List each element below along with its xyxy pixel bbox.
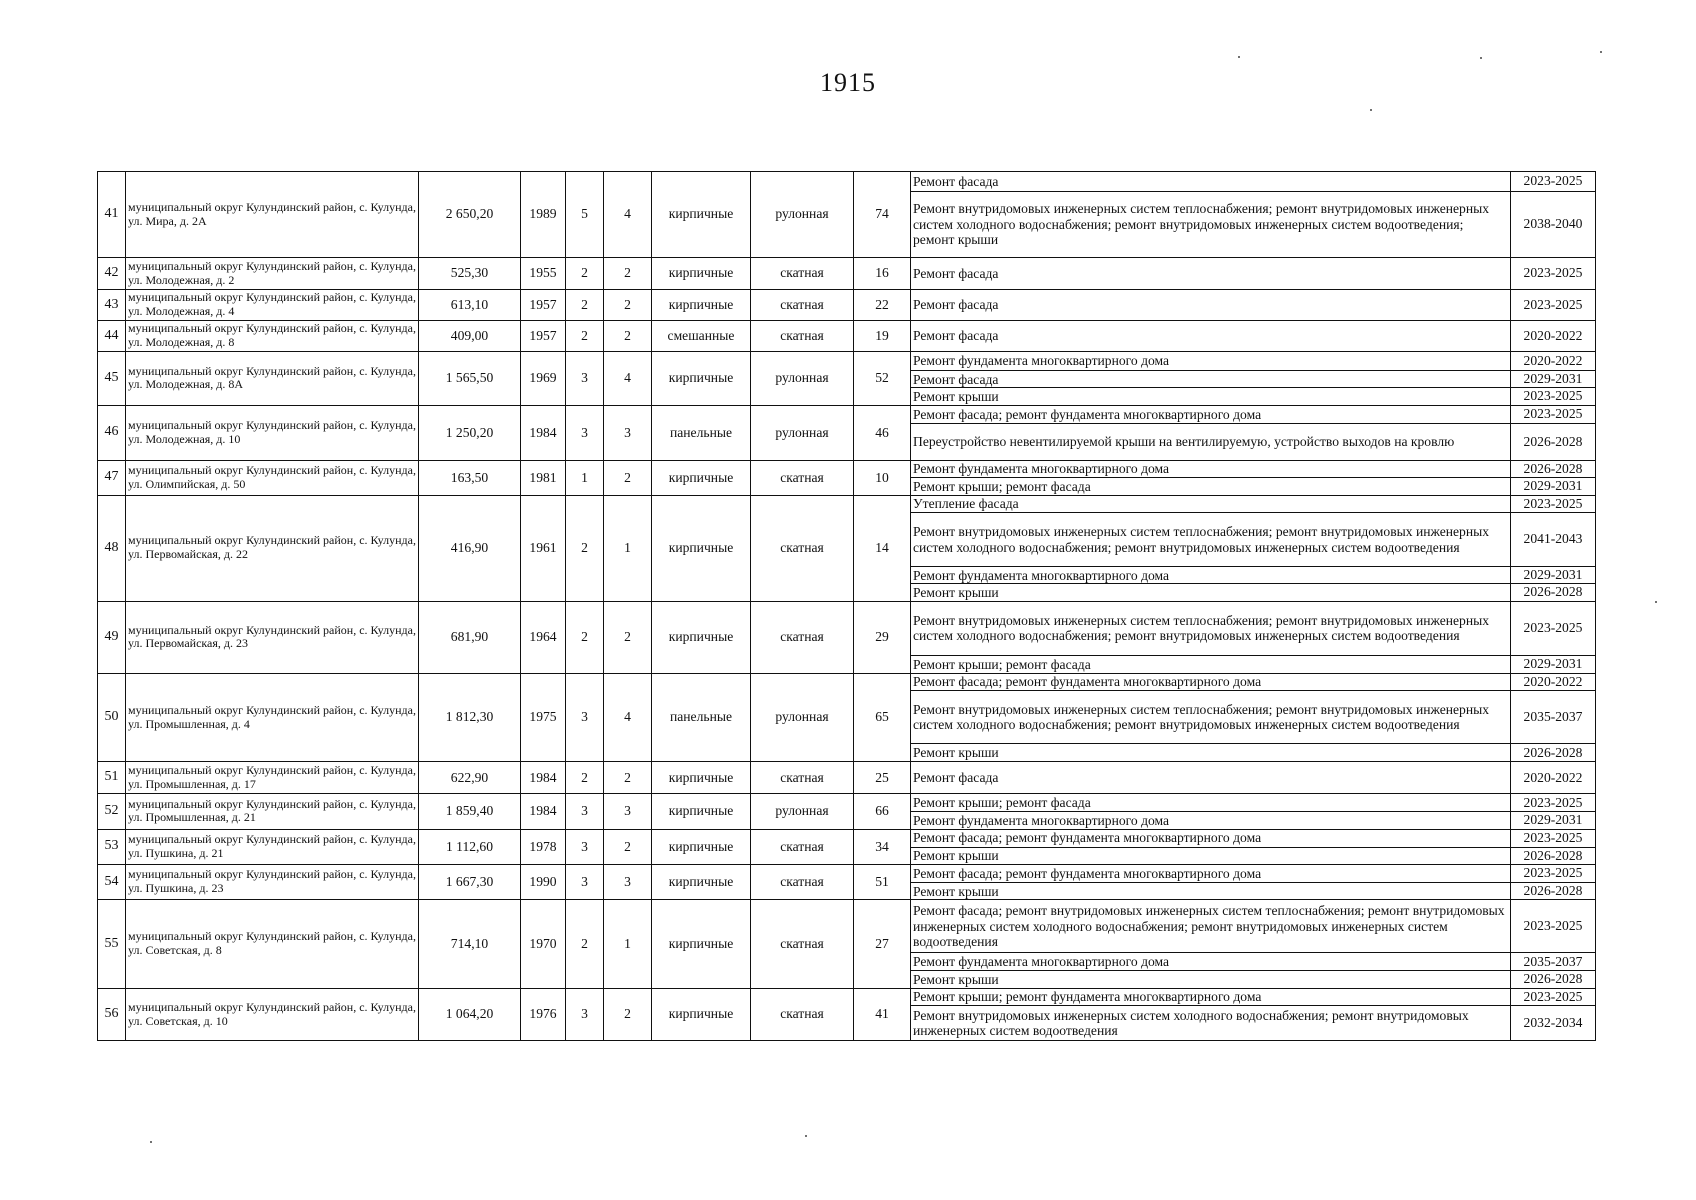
work-type-cell: Ремонт фундамента многоквартирного дома xyxy=(911,953,1511,971)
walls-material-cell: кирпичные xyxy=(652,900,751,988)
walls-material-cell: кирпичные xyxy=(652,258,751,290)
work-type-cell: Ремонт фасада xyxy=(911,290,1511,321)
table-row xyxy=(98,321,1596,352)
floors-cell: 2 xyxy=(566,321,604,352)
row-number: 47 xyxy=(98,460,126,495)
residents-cell: 51 xyxy=(854,865,911,900)
row-number: 43 xyxy=(98,290,126,321)
residents-cell: 29 xyxy=(854,601,911,673)
year-cell: 1978 xyxy=(521,829,566,864)
address-cell: муниципальный округ Кулундинский район, с. Кулунда, ул. Молодежная, д. 8А xyxy=(126,352,419,406)
work-type-cell: Ремонт фундамента многоквартирного дома xyxy=(911,460,1511,477)
work-type-cell: Ремонт фасада; ремонт фундамента многоквартирного дома xyxy=(911,673,1511,690)
work-type-cell: Ремонт крыши; ремонт фасада xyxy=(911,478,1511,495)
year-cell: 1955 xyxy=(521,258,566,290)
period-cell: 2041-2043 xyxy=(1511,513,1596,567)
work-type-cell: Ремонт крыши; ремонт фундамента многоквартирного дома xyxy=(911,988,1511,1005)
work-type-cell: Ремонт фасада xyxy=(911,371,1511,388)
area-cell: 622,90 xyxy=(419,762,521,794)
area-cell: 409,00 xyxy=(419,321,521,352)
address-cell: муниципальный округ Кулундинский район, с. Кулунда, ул. Первомайская, д. 23 xyxy=(126,601,419,673)
row-number: 52 xyxy=(98,794,126,829)
entrances-cell: 1 xyxy=(604,495,652,601)
period-cell: 2026-2028 xyxy=(1511,883,1596,900)
area-cell: 681,90 xyxy=(419,601,521,673)
year-cell: 1976 xyxy=(521,988,566,1040)
period-cell: 2020-2022 xyxy=(1511,762,1596,794)
period-cell: 2029-2031 xyxy=(1511,812,1596,829)
period-cell: 2026-2028 xyxy=(1511,971,1596,988)
period-cell: 2029-2031 xyxy=(1511,371,1596,388)
period-cell: 2023-2025 xyxy=(1511,172,1596,192)
table-row xyxy=(98,829,1596,847)
walls-material-cell: смешанные xyxy=(652,321,751,352)
work-type-cell: Ремонт крыши xyxy=(911,388,1511,405)
entrances-cell: 4 xyxy=(604,172,652,258)
work-type-cell: Ремонт крыши; ремонт фасада xyxy=(911,794,1511,812)
work-type-cell: Ремонт внутридомовых инженерных систем теплоснабжения; ремонт внутридомовых инженерных систем холодного водоснабжения; ремонт внутридомовых инженерных систем водоотведения xyxy=(911,691,1511,744)
residents-cell: 19 xyxy=(854,321,911,352)
row-number: 48 xyxy=(98,495,126,601)
roof-type-cell: скатная xyxy=(751,988,854,1040)
area-cell: 714,10 xyxy=(419,900,521,988)
period-cell: 2023-2025 xyxy=(1511,601,1596,655)
walls-material-cell: кирпичные xyxy=(652,829,751,864)
area-cell: 1 064,20 xyxy=(419,988,521,1040)
residents-cell: 65 xyxy=(854,673,911,761)
table-row xyxy=(98,794,1596,812)
roof-type-cell: рулонная xyxy=(751,352,854,406)
entrances-cell: 2 xyxy=(604,829,652,864)
work-type-cell: Ремонт фасада xyxy=(911,762,1511,794)
entrances-cell: 2 xyxy=(604,321,652,352)
entrances-cell: 4 xyxy=(604,673,652,761)
entrances-cell: 3 xyxy=(604,865,652,900)
floors-cell: 2 xyxy=(566,258,604,290)
period-cell: 2023-2025 xyxy=(1511,388,1596,405)
table-row xyxy=(98,601,1596,655)
work-type-cell: Ремонт фундамента многоквартирного дома xyxy=(911,352,1511,371)
year-cell: 1981 xyxy=(521,460,566,495)
floors-cell: 2 xyxy=(566,762,604,794)
year-cell: 1964 xyxy=(521,601,566,673)
year-cell: 1961 xyxy=(521,495,566,601)
period-cell: 2020-2022 xyxy=(1511,352,1596,371)
building-registry-table xyxy=(97,171,1596,1041)
work-type-cell: Ремонт фундамента многоквартирного дома xyxy=(911,812,1511,829)
address-cell: муниципальный округ Кулундинский район, с. Кулунда, ул. Молодежная, д. 2 xyxy=(126,258,419,290)
floors-cell: 2 xyxy=(566,290,604,321)
address-cell: муниципальный округ Кулундинский район, с. Кулунда, ул. Промышленная, д. 21 xyxy=(126,794,419,829)
entrances-cell: 1 xyxy=(604,900,652,988)
period-cell: 2023-2025 xyxy=(1511,794,1596,812)
year-cell: 1990 xyxy=(521,865,566,900)
entrances-cell: 2 xyxy=(604,988,652,1040)
walls-material-cell: кирпичные xyxy=(652,172,751,258)
residents-cell: 22 xyxy=(854,290,911,321)
walls-material-cell: кирпичные xyxy=(652,495,751,601)
period-cell: 2032-2034 xyxy=(1511,1006,1596,1041)
residents-cell: 25 xyxy=(854,762,911,794)
entrances-cell: 2 xyxy=(604,258,652,290)
work-type-cell: Ремонт внутридомовых инженерных систем теплоснабжения; ремонт внутридомовых инженерных систем холодного водоснабжения; ремонт внутридомовых инженерных систем водоотведения xyxy=(911,513,1511,567)
period-cell: 2023-2025 xyxy=(1511,290,1596,321)
area-cell: 163,50 xyxy=(419,460,521,495)
area-cell: 1 112,60 xyxy=(419,829,521,864)
scan-speck xyxy=(1238,56,1240,58)
work-type-cell: Ремонт крыши xyxy=(911,847,1511,864)
address-cell: муниципальный округ Кулундинский район, с. Кулунда, ул. Пушкина, д. 21 xyxy=(126,829,419,864)
entrances-cell: 2 xyxy=(604,762,652,794)
row-number: 41 xyxy=(98,172,126,258)
walls-material-cell: кирпичные xyxy=(652,762,751,794)
period-cell: 2023-2025 xyxy=(1511,258,1596,290)
walls-material-cell: кирпичные xyxy=(652,352,751,406)
year-cell: 1989 xyxy=(521,172,566,258)
work-type-cell: Ремонт фундамента многоквартирного дома xyxy=(911,567,1511,584)
entrances-cell: 2 xyxy=(604,460,652,495)
year-cell: 1957 xyxy=(521,290,566,321)
year-cell: 1975 xyxy=(521,673,566,761)
roof-type-cell: скатная xyxy=(751,865,854,900)
period-cell: 2029-2031 xyxy=(1511,567,1596,584)
walls-material-cell: кирпичные xyxy=(652,988,751,1040)
work-type-cell: Утепление фасада xyxy=(911,495,1511,512)
work-type-cell: Ремонт фасада xyxy=(911,321,1511,352)
entrances-cell: 2 xyxy=(604,601,652,673)
work-type-cell: Ремонт фасада xyxy=(911,172,1511,192)
roof-type-cell: рулонная xyxy=(751,794,854,829)
residents-cell: 10 xyxy=(854,460,911,495)
page-number: 1915 xyxy=(820,68,876,97)
work-type-cell: Ремонт внутридомовых инженерных систем холодного водоснабжения; ремонт внутридомовых инженерных систем водоотведения xyxy=(911,1006,1511,1041)
floors-cell: 3 xyxy=(566,352,604,406)
roof-type-cell: скатная xyxy=(751,829,854,864)
row-number: 51 xyxy=(98,762,126,794)
address-cell: муниципальный округ Кулундинский район, с. Кулунда, ул. Советская, д. 10 xyxy=(126,988,419,1040)
entrances-cell: 3 xyxy=(604,405,652,460)
residents-cell: 34 xyxy=(854,829,911,864)
walls-material-cell: панельные xyxy=(652,405,751,460)
row-number: 42 xyxy=(98,258,126,290)
residents-cell: 74 xyxy=(854,172,911,258)
year-cell: 1970 xyxy=(521,900,566,988)
residents-cell: 41 xyxy=(854,988,911,1040)
period-cell: 2035-2037 xyxy=(1511,953,1596,971)
table-row xyxy=(98,900,1596,953)
floors-cell: 3 xyxy=(566,865,604,900)
row-number: 46 xyxy=(98,405,126,460)
residents-cell: 66 xyxy=(854,794,911,829)
roof-type-cell: скатная xyxy=(751,258,854,290)
row-number: 49 xyxy=(98,601,126,673)
scan-speck xyxy=(1480,57,1482,59)
table-row xyxy=(98,405,1596,423)
walls-material-cell: панельные xyxy=(652,673,751,761)
floors-cell: 5 xyxy=(566,172,604,258)
year-cell: 1969 xyxy=(521,352,566,406)
area-cell: 1 250,20 xyxy=(419,405,521,460)
roof-type-cell: рулонная xyxy=(751,673,854,761)
floors-cell: 3 xyxy=(566,794,604,829)
table-row xyxy=(98,290,1596,321)
row-number: 55 xyxy=(98,900,126,988)
row-number: 53 xyxy=(98,829,126,864)
address-cell: муниципальный округ Кулундинский район, с. Кулунда, ул. Молодежная, д. 8 xyxy=(126,321,419,352)
work-type-cell: Ремонт крыши xyxy=(911,883,1511,900)
area-cell: 1 859,40 xyxy=(419,794,521,829)
work-type-cell: Ремонт фасада; ремонт фундамента многоквартирного дома xyxy=(911,865,1511,883)
area-cell: 525,30 xyxy=(419,258,521,290)
address-cell: муниципальный округ Кулундинский район, с. Кулунда, ул. Молодежная, д. 10 xyxy=(126,405,419,460)
entrances-cell: 2 xyxy=(604,290,652,321)
area-cell: 1 812,30 xyxy=(419,673,521,761)
floors-cell: 2 xyxy=(566,900,604,988)
entrances-cell: 4 xyxy=(604,352,652,406)
roof-type-cell: скатная xyxy=(751,495,854,601)
floors-cell: 3 xyxy=(566,988,604,1040)
work-type-cell: Ремонт фасада xyxy=(911,258,1511,290)
residents-cell: 14 xyxy=(854,495,911,601)
period-cell: 2023-2025 xyxy=(1511,405,1596,423)
year-cell: 1984 xyxy=(521,794,566,829)
address-cell: муниципальный округ Кулундинский район, с. Кулунда, ул. Промышленная, д. 17 xyxy=(126,762,419,794)
period-cell: 2023-2025 xyxy=(1511,829,1596,847)
roof-type-cell: скатная xyxy=(751,321,854,352)
roof-type-cell: рулонная xyxy=(751,172,854,258)
table-row xyxy=(98,460,1596,477)
table-row xyxy=(98,673,1596,690)
floors-cell: 3 xyxy=(566,405,604,460)
work-type-cell: Ремонт фасада; ремонт фундамента многоквартирного дома xyxy=(911,829,1511,847)
address-cell: муниципальный округ Кулундинский район, с. Кулунда, ул. Советская, д. 8 xyxy=(126,900,419,988)
walls-material-cell: кирпичные xyxy=(652,794,751,829)
roof-type-cell: скатная xyxy=(751,290,854,321)
address-cell: муниципальный округ Кулундинский район, с. Кулунда, ул. Молодежная, д. 4 xyxy=(126,290,419,321)
roof-type-cell: скатная xyxy=(751,601,854,673)
area-cell: 2 650,20 xyxy=(419,172,521,258)
floors-cell: 3 xyxy=(566,673,604,761)
walls-material-cell: кирпичные xyxy=(652,290,751,321)
residents-cell: 27 xyxy=(854,900,911,988)
area-cell: 1 565,50 xyxy=(419,352,521,406)
table-row xyxy=(98,762,1596,794)
year-cell: 1984 xyxy=(521,762,566,794)
floors-cell: 2 xyxy=(566,495,604,601)
period-cell: 2023-2025 xyxy=(1511,865,1596,883)
period-cell: 2035-2037 xyxy=(1511,691,1596,744)
roof-type-cell: рулонная xyxy=(751,405,854,460)
period-cell: 2026-2028 xyxy=(1511,460,1596,477)
row-number: 50 xyxy=(98,673,126,761)
work-type-cell: Ремонт внутридомовых инженерных систем теплоснабжения; ремонт внутридомовых инженерных систем холодного водоснабжения; ремонт внутридомовых инженерных систем водоотведения xyxy=(911,601,1511,655)
address-cell: муниципальный округ Кулундинский район, с. Кулунда, ул. Промышленная, д. 4 xyxy=(126,673,419,761)
roof-type-cell: скатная xyxy=(751,762,854,794)
area-cell: 613,10 xyxy=(419,290,521,321)
work-type-cell: Ремонт внутридомовых инженерных систем теплоснабжения; ремонт внутридомовых инженерных систем холодного водоснабжения; ремонт внутридомовых инженерных систем водоотведения; ремонт крыши xyxy=(911,192,1511,258)
period-cell: 2023-2025 xyxy=(1511,900,1596,953)
row-number: 45 xyxy=(98,352,126,406)
residents-cell: 52 xyxy=(854,352,911,406)
entrances-cell: 3 xyxy=(604,794,652,829)
scan-speck xyxy=(150,1141,152,1143)
address-cell: муниципальный округ Кулундинский район, с. Кулунда, ул. Первомайская, д. 22 xyxy=(126,495,419,601)
work-type-cell: Ремонт крыши xyxy=(911,584,1511,601)
area-cell: 416,90 xyxy=(419,495,521,601)
residents-cell: 46 xyxy=(854,405,911,460)
year-cell: 1984 xyxy=(521,405,566,460)
period-cell: 2029-2031 xyxy=(1511,478,1596,495)
row-number: 56 xyxy=(98,988,126,1040)
period-cell: 2023-2025 xyxy=(1511,495,1596,512)
address-cell: муниципальный округ Кулундинский район, с. Кулунда, ул. Пушкина, д. 23 xyxy=(126,865,419,900)
address-cell: муниципальный округ Кулундинский район, с. Кулунда, ул. Мира, д. 2А xyxy=(126,172,419,258)
table-row xyxy=(98,352,1596,371)
work-type-cell: Ремонт крыши xyxy=(911,744,1511,762)
floors-cell: 2 xyxy=(566,601,604,673)
roof-type-cell: скатная xyxy=(751,460,854,495)
period-cell: 2020-2022 xyxy=(1511,321,1596,352)
table-row xyxy=(98,172,1596,192)
period-cell: 2026-2028 xyxy=(1511,584,1596,601)
floors-cell: 1 xyxy=(566,460,604,495)
row-number: 54 xyxy=(98,865,126,900)
period-cell: 2020-2022 xyxy=(1511,673,1596,690)
table-row xyxy=(98,988,1596,1005)
address-cell: муниципальный округ Кулундинский район, с. Кулунда, ул. Олимпийская, д. 50 xyxy=(126,460,419,495)
residents-cell: 16 xyxy=(854,258,911,290)
walls-material-cell: кирпичные xyxy=(652,460,751,495)
period-cell: 2026-2028 xyxy=(1511,423,1596,460)
table-row xyxy=(98,258,1596,290)
row-number: 44 xyxy=(98,321,126,352)
year-cell: 1957 xyxy=(521,321,566,352)
period-cell: 2026-2028 xyxy=(1511,847,1596,864)
scan-speck xyxy=(1600,51,1602,53)
work-type-cell: Ремонт фасада; ремонт внутридомовых инженерных систем теплоснабжения; ремонт внутридомовых инженерных систем холодного водоснабжения; ремонт внутридомовых инженерных систем водоотведения xyxy=(911,900,1511,953)
table-row xyxy=(98,495,1596,512)
scan-speck xyxy=(805,1135,807,1137)
scan-speck xyxy=(1370,109,1372,111)
table-row xyxy=(98,865,1596,883)
area-cell: 1 667,30 xyxy=(419,865,521,900)
period-cell: 2026-2028 xyxy=(1511,744,1596,762)
work-type-cell: Переустройство невентилируемой крыши на вентилируемую, устройство выходов на кровлю xyxy=(911,423,1511,460)
period-cell: 2023-2025 xyxy=(1511,988,1596,1005)
walls-material-cell: кирпичные xyxy=(652,601,751,673)
period-cell: 2029-2031 xyxy=(1511,655,1596,673)
floors-cell: 3 xyxy=(566,829,604,864)
work-type-cell: Ремонт крыши xyxy=(911,971,1511,988)
roof-type-cell: скатная xyxy=(751,900,854,988)
work-type-cell: Ремонт крыши; ремонт фасада xyxy=(911,655,1511,673)
scan-speck xyxy=(1655,601,1657,603)
period-cell: 2038-2040 xyxy=(1511,192,1596,258)
work-type-cell: Ремонт фасада; ремонт фундамента многоквартирного дома xyxy=(911,405,1511,423)
walls-material-cell: кирпичные xyxy=(652,865,751,900)
